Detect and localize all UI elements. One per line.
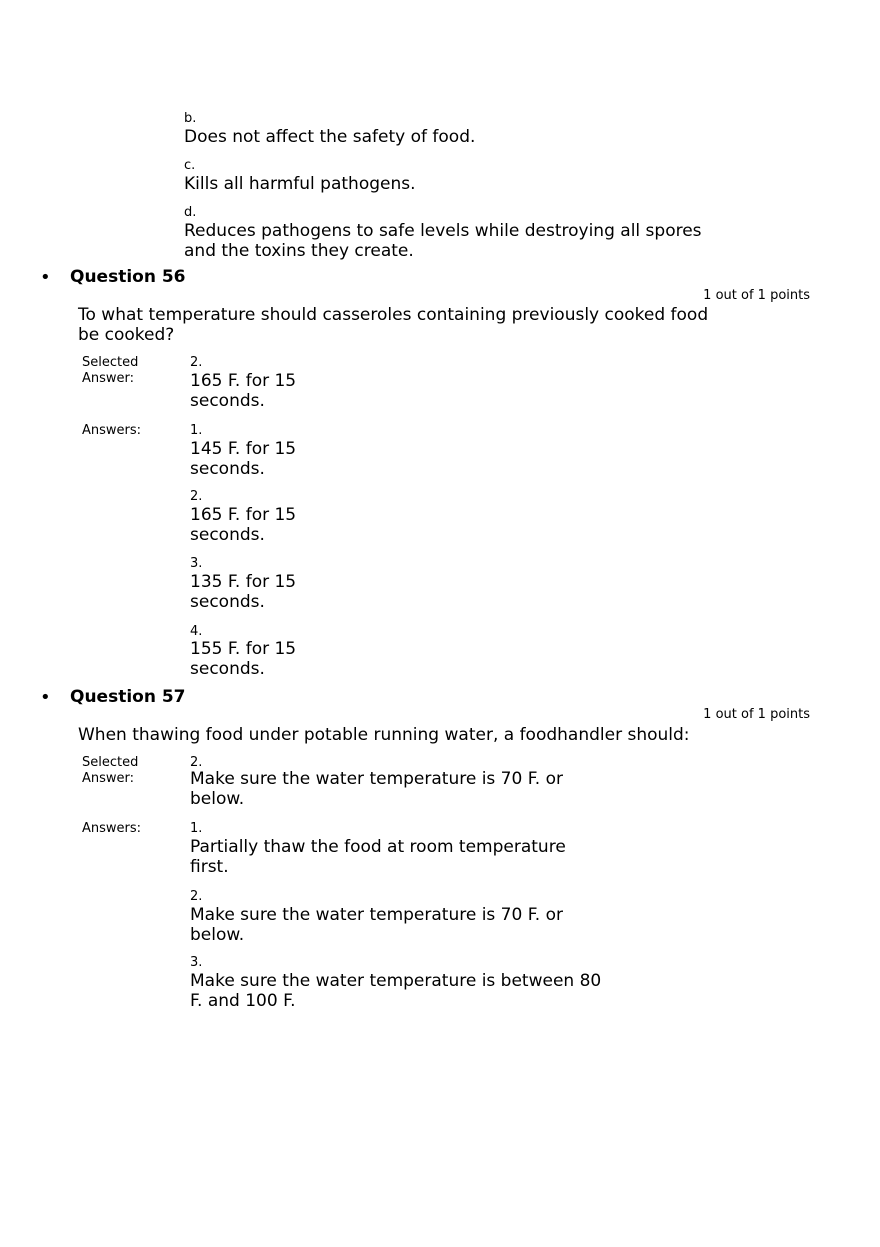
answer-text: seconds. bbox=[190, 592, 265, 612]
question-title: Question 56 bbox=[70, 267, 186, 287]
selected-answer-text: seconds. bbox=[190, 391, 265, 411]
answer-text: 145 F. for 15 bbox=[190, 439, 297, 459]
answer-text: below. bbox=[190, 925, 245, 945]
question-points: 1 out of 1 points bbox=[703, 288, 810, 303]
question-prompt: When thawing food under potable running water, a foodhandler should: bbox=[78, 725, 690, 745]
option-text: Kills all harmful pathogens. bbox=[184, 174, 416, 194]
answer-text: Make sure the water temperature is between 80 bbox=[190, 971, 602, 991]
selected-answer-label: Selected bbox=[82, 355, 139, 370]
selected-answer-text: 165 F. for 15 bbox=[190, 371, 297, 391]
option-letter: b. bbox=[184, 111, 197, 126]
answer-number: 3. bbox=[190, 955, 203, 970]
selected-answer-number: 2. bbox=[190, 755, 203, 770]
answer-text: seconds. bbox=[190, 459, 265, 479]
selected-answer-label: Selected bbox=[82, 755, 139, 770]
answer-text: first. bbox=[190, 857, 229, 877]
selected-answer-label: Answer: bbox=[82, 771, 135, 786]
answer-number: 2. bbox=[190, 489, 203, 504]
answer-text: Partially thaw the food at room temperature bbox=[190, 837, 566, 857]
selected-answer-text: below. bbox=[190, 789, 245, 809]
question-points: 1 out of 1 points bbox=[703, 707, 810, 722]
option-letter: c. bbox=[184, 158, 196, 173]
answer-text: 155 F. for 15 bbox=[190, 639, 297, 659]
answer-number: 4. bbox=[190, 624, 203, 639]
option-text: Does not affect the safety of food. bbox=[184, 127, 476, 147]
option-letter: d. bbox=[184, 205, 197, 220]
bullet: • bbox=[40, 267, 51, 288]
selected-answer-label: Answer: bbox=[82, 371, 135, 386]
question-prompt: be cooked? bbox=[78, 325, 175, 345]
option-text: Reduces pathogens to safe levels while destroying all spores bbox=[184, 221, 702, 241]
answer-number: 1. bbox=[190, 423, 203, 438]
answer-number: 1. bbox=[190, 821, 203, 836]
option-text: and the toxins they create. bbox=[184, 241, 414, 261]
answers-label: Answers: bbox=[82, 423, 142, 438]
question-title: Question 57 bbox=[70, 687, 186, 707]
answer-text: 135 F. for 15 bbox=[190, 572, 297, 592]
selected-answer-number: 2. bbox=[190, 355, 203, 370]
bullet: • bbox=[40, 687, 51, 708]
selected-answer-text: Make sure the water temperature is 70 F. or bbox=[190, 769, 563, 789]
answer-text: 165 F. for 15 bbox=[190, 505, 297, 525]
answer-text: F. and 100 F. bbox=[190, 991, 296, 1011]
answer-text: seconds. bbox=[190, 525, 265, 545]
answer-text: Make sure the water temperature is 70 F. or bbox=[190, 905, 563, 925]
answers-label: Answers: bbox=[82, 821, 142, 836]
question-prompt: To what temperature should casseroles containing previously cooked food bbox=[78, 305, 709, 325]
answer-number: 3. bbox=[190, 556, 203, 571]
answer-number: 2. bbox=[190, 889, 203, 904]
answer-text: seconds. bbox=[190, 659, 265, 679]
